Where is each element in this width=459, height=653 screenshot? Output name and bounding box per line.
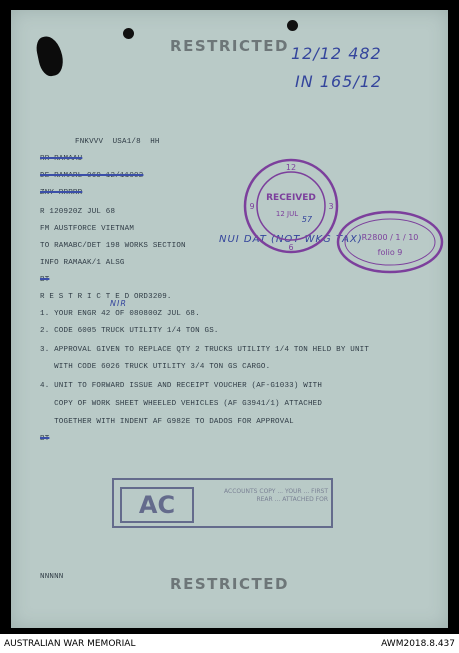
received-date: 12 JUL	[275, 210, 299, 218]
folio-line-1: R2800 / 1 / 10	[361, 233, 419, 242]
footer-bar	[0, 634, 459, 653]
break-line-2: BT	[40, 435, 50, 443]
svg-text:3: 3	[328, 202, 334, 211]
ac-stamp-text: ACCOUNTS COPY ... YOUR ... FIRST REAR ... ATTACHED FOR	[224, 488, 328, 503]
footer-source: AUSTRALIAN WAR MEMORIAL	[4, 639, 136, 649]
punch-hole-right	[287, 20, 298, 31]
paragraph-3-cont: WITH CODE 6026 TRUCK UTILITY 3/4 TON GS CARGO.	[40, 363, 271, 371]
svg-text:9: 9	[249, 202, 255, 211]
end-of-message: NNNNN	[40, 573, 64, 581]
paragraph-3: 3. APPROVAL GIVEN TO REPLACE QTY 2 TRUCKS UTILITY 1/4 TON HELD BY UNIT	[40, 346, 370, 354]
handwritten-reference-1: 12/12 482	[291, 44, 382, 63]
paragraph-4: 4. UNIT TO FORWARD ISSUE AND RECEIPT VOUCHER (AF-G1033) WITH	[40, 382, 323, 390]
document-page	[11, 10, 448, 628]
to-line: TO RAMABC/DET 198 WORKS SECTION	[40, 242, 186, 250]
routing-line-4: ZNY RRRRR	[40, 189, 83, 197]
folio-line-2: folio 9	[377, 248, 403, 257]
routing-line-3: DE RAMARL 069 12/11002	[40, 172, 144, 180]
handwritten-reference-2: IN 165/12	[295, 72, 383, 91]
paragraph-4-cont-1: COPY OF WORK SHEET WHEELED VEHICLES (AF G3941/1) ATTACHED	[40, 400, 323, 408]
restricted-stamp-top: RESTRICTED	[170, 37, 289, 55]
svg-text:12: 12	[285, 163, 297, 172]
classification-line: R E S T R I C T E D ORD3209.	[40, 293, 172, 301]
svg-text:6: 6	[288, 243, 294, 252]
ac-label: AC	[120, 487, 194, 523]
paragraph-1: 1. YOUR ENGR 42 OF 080800Z JUL 68.	[40, 310, 200, 318]
paragraph-2: 2. CODE 6005 TRUCK UTILITY 1/4 TON GS.	[40, 327, 219, 335]
received-stamp	[243, 158, 339, 254]
paragraph-4-cont-2: TOGETHER WITH INDENT AF G982E TO DADOS FOR APPROVAL	[40, 418, 294, 426]
datetime-line: R 120920Z JUL 68	[40, 208, 116, 216]
footer-accession: AWM2018.8.437	[381, 639, 455, 649]
routing-line-1: FNKVVV USA1/8 HH	[75, 138, 160, 146]
folio-oval-stamp	[336, 210, 444, 274]
ac-stamp	[112, 478, 333, 528]
routing-line-2: RR RAMAAU	[40, 155, 83, 163]
handwritten-location: NUI DAT (NOT WKG TAX)	[219, 234, 363, 245]
received-suffix: 57	[301, 215, 313, 224]
restricted-stamp-bottom: RESTRICTED	[170, 575, 289, 593]
from-line: FM AUSTFORCE VIETNAM	[40, 225, 135, 233]
info-line: INFO RAMAAK/1 ALSG	[40, 259, 125, 267]
handwritten-nir: NIR	[110, 299, 127, 308]
received-word: RECEIVED	[266, 193, 316, 203]
break-line-1: BT	[40, 276, 50, 284]
